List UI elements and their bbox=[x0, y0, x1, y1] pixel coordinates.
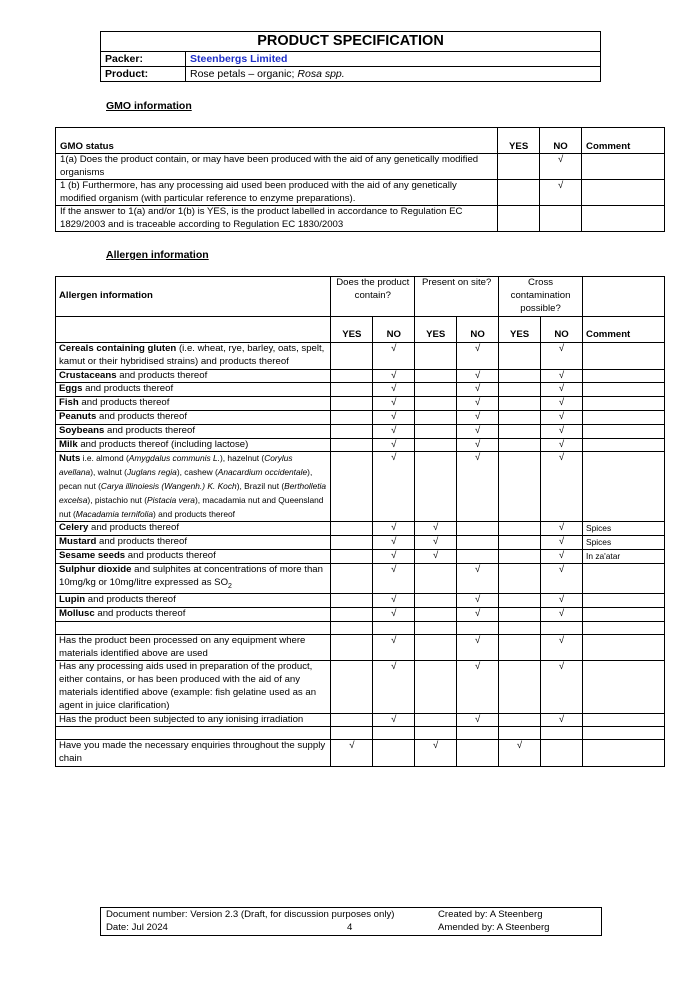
comment-cell bbox=[583, 634, 665, 661]
cross-no-cell bbox=[541, 740, 583, 767]
cross-yes-cell bbox=[499, 594, 541, 608]
contain-no-cell: √ bbox=[373, 424, 415, 438]
page-title: PRODUCT SPECIFICATION bbox=[101, 32, 601, 52]
site-yes-cell bbox=[415, 661, 457, 713]
cross-yes-cell bbox=[499, 634, 541, 661]
amended-by: Amended by: A Steenberg bbox=[438, 921, 550, 933]
allergen-label: Peanuts and products thereof bbox=[56, 410, 331, 424]
site-no-cell bbox=[457, 549, 499, 563]
contain-group-header: Does the product contain? bbox=[331, 277, 415, 317]
comment-cell bbox=[583, 452, 665, 522]
spacer-row bbox=[56, 727, 665, 740]
comment-cell bbox=[583, 713, 665, 727]
comment-cell bbox=[583, 661, 665, 713]
table-row bbox=[56, 180, 665, 206]
cross-no-cell: √ bbox=[541, 536, 583, 550]
contain-yes-header: YES bbox=[331, 317, 373, 343]
contain-yes-cell: √ bbox=[331, 740, 373, 767]
contain-yes-cell bbox=[331, 424, 373, 438]
contain-yes-cell bbox=[331, 383, 373, 397]
site-yes-cell bbox=[415, 452, 457, 522]
gmo-question: If the answer to 1(a) and/or 1(b) is YES, is the product labelled in accordance to Regulation EC 1829/2003 and is traceable according to Regulation EC 1830/2003 bbox=[56, 206, 498, 232]
allergen-row-crustaceans bbox=[56, 369, 665, 383]
site-no-cell: √ bbox=[457, 424, 499, 438]
allergen-table bbox=[55, 276, 665, 767]
question-row-equipment bbox=[56, 634, 665, 661]
site-yes-cell bbox=[415, 343, 457, 370]
cross-no-cell: √ bbox=[541, 410, 583, 424]
contain-yes-cell bbox=[331, 522, 373, 536]
comment-group-header bbox=[583, 277, 665, 317]
cross-no-cell: √ bbox=[541, 343, 583, 370]
cross-yes-cell bbox=[499, 369, 541, 383]
packer-label: Packer: bbox=[101, 52, 186, 67]
cross-no-cell: √ bbox=[541, 661, 583, 713]
contain-yes-cell bbox=[331, 410, 373, 424]
site-yes-cell bbox=[415, 369, 457, 383]
cross-yes-cell: √ bbox=[499, 740, 541, 767]
site-yes-cell: √ bbox=[415, 522, 457, 536]
cross-yes-cell bbox=[499, 438, 541, 452]
cross-yes-cell bbox=[499, 563, 541, 594]
cross-yes-cell bbox=[499, 343, 541, 370]
page-number: 4 bbox=[347, 922, 353, 933]
cross-no-cell: √ bbox=[541, 369, 583, 383]
allergen-row-fish bbox=[56, 397, 665, 411]
cross-no-cell: √ bbox=[541, 424, 583, 438]
cross-yes-cell bbox=[499, 713, 541, 727]
contain-yes-cell bbox=[331, 438, 373, 452]
cross-yes-cell bbox=[499, 397, 541, 411]
contain-yes-cell bbox=[331, 549, 373, 563]
allergen-row-sulphur bbox=[56, 563, 665, 594]
contain-no-cell: √ bbox=[373, 536, 415, 550]
site-yes-cell bbox=[415, 424, 457, 438]
site-no-cell: √ bbox=[457, 563, 499, 594]
cross-yes-cell bbox=[499, 549, 541, 563]
contain-no-cell: √ bbox=[373, 438, 415, 452]
contain-yes-cell bbox=[331, 536, 373, 550]
contain-no-cell: √ bbox=[373, 661, 415, 713]
gmo-question: 1 (b) Furthermore, has any processing aid used been produced with the aid of any genetically modified organism (with particular reference to enzyme preparations). bbox=[56, 180, 498, 206]
product-label: Product: bbox=[101, 67, 186, 82]
contain-yes-cell bbox=[331, 661, 373, 713]
allergen-label: Mustard and products thereof bbox=[56, 536, 331, 550]
allergen-row-mollusc bbox=[56, 608, 665, 622]
question-label: Has any processing aids used in preparation of the product, either contains, or has been produced with the aid of any materials identified above (example: fish gelatine used as an agent in juice clarification) bbox=[56, 661, 331, 713]
cross-yes-cell bbox=[499, 522, 541, 536]
site-yes-cell bbox=[415, 634, 457, 661]
blank-header-cell bbox=[56, 317, 331, 343]
gmo-no-header: NO bbox=[540, 128, 582, 154]
gmo-table bbox=[55, 127, 665, 232]
contain-yes-cell bbox=[331, 452, 373, 522]
site-yes-cell bbox=[415, 383, 457, 397]
site-no-cell: √ bbox=[457, 452, 499, 522]
contain-no-cell: √ bbox=[373, 369, 415, 383]
gmo-comment-cell bbox=[582, 180, 665, 206]
allergen-label: Celery and products thereof bbox=[56, 522, 331, 536]
site-yes-cell bbox=[415, 410, 457, 424]
gmo-heading: GMO information bbox=[106, 100, 192, 112]
gmo-comment-cell bbox=[582, 206, 665, 232]
comment-cell: Spices bbox=[583, 536, 665, 550]
contain-no-cell: √ bbox=[373, 343, 415, 370]
site-no-cell: √ bbox=[457, 343, 499, 370]
site-group-header: Present on site? bbox=[415, 277, 499, 317]
contain-no-cell: √ bbox=[373, 397, 415, 411]
cross-yes-cell bbox=[499, 536, 541, 550]
spacer-row bbox=[56, 621, 665, 634]
comment-cell bbox=[583, 608, 665, 622]
allergen-row-cereals bbox=[56, 343, 665, 370]
cross-yes-header: YES bbox=[499, 317, 541, 343]
cross-no-cell: √ bbox=[541, 634, 583, 661]
contain-no-cell: √ bbox=[373, 410, 415, 424]
gmo-no-cell bbox=[540, 206, 582, 232]
site-yes-cell bbox=[415, 438, 457, 452]
allergen-row-peanuts bbox=[56, 410, 665, 424]
cross-no-cell: √ bbox=[541, 713, 583, 727]
allergen-label: Nuts i.e. almond (Amygdalus communis L.), hazelnut (Corylus avellana), walnut (Juglans regia), cashew (Anacardium occidentale), pecan nut (Carya illinoiesis (Wangenh.) K. Koch), Brazil nut (Bertholletia excelsa), pistachio nut (Pistacia vera), macadamia nut and Queensland nut (Macadamia ternifolia) and products thereof bbox=[56, 452, 331, 522]
created-by: Created by: A Steenberg bbox=[438, 909, 543, 920]
question-row-enquiries bbox=[56, 740, 665, 767]
cross-yes-cell bbox=[499, 383, 541, 397]
site-no-cell: √ bbox=[457, 634, 499, 661]
cross-no-cell: √ bbox=[541, 522, 583, 536]
contain-no-cell: √ bbox=[373, 713, 415, 727]
allergen-row-mustard bbox=[56, 536, 665, 550]
site-yes-cell bbox=[415, 397, 457, 411]
comment-header: Comment bbox=[583, 317, 665, 343]
site-yes-cell bbox=[415, 608, 457, 622]
site-yes-cell: √ bbox=[415, 536, 457, 550]
gmo-yes-cell bbox=[498, 154, 540, 180]
site-yes-cell bbox=[415, 594, 457, 608]
site-no-cell: √ bbox=[457, 713, 499, 727]
packer-value: Steenbergs Limited bbox=[186, 52, 601, 67]
site-yes-header: YES bbox=[415, 317, 457, 343]
site-no-cell: √ bbox=[457, 594, 499, 608]
cross-no-cell: √ bbox=[541, 452, 583, 522]
site-yes-cell bbox=[415, 713, 457, 727]
allergen-label: Sesame seeds and products thereof bbox=[56, 549, 331, 563]
site-yes-cell: √ bbox=[415, 740, 457, 767]
contain-yes-cell bbox=[331, 397, 373, 411]
product-latin-name: Rosa spp. bbox=[297, 68, 345, 80]
contain-yes-cell bbox=[331, 563, 373, 594]
contain-no-cell: √ bbox=[373, 563, 415, 594]
contain-yes-cell bbox=[331, 634, 373, 661]
gmo-question: 1(a) Does the product contain, or may have been produced with the aid of any genetically modified organisms bbox=[56, 154, 498, 180]
allergen-row-soybeans bbox=[56, 424, 665, 438]
allergen-row-lupin bbox=[56, 594, 665, 608]
comment-cell: Spices bbox=[583, 522, 665, 536]
comment-cell bbox=[583, 594, 665, 608]
site-no-cell: √ bbox=[457, 397, 499, 411]
gmo-status-header: GMO status bbox=[56, 128, 498, 154]
table-row bbox=[56, 154, 665, 180]
contain-no-cell bbox=[373, 740, 415, 767]
site-no-cell: √ bbox=[457, 383, 499, 397]
cross-no-cell: √ bbox=[541, 397, 583, 411]
cross-yes-cell bbox=[499, 608, 541, 622]
gmo-yes-header: YES bbox=[498, 128, 540, 154]
site-no-cell: √ bbox=[457, 410, 499, 424]
comment-cell: In za'atar bbox=[583, 549, 665, 563]
contain-no-cell: √ bbox=[373, 383, 415, 397]
allergen-label: Cereals containing gluten (i.e. wheat, rye, barley, oats, spelt, kamut or their hybridised strains) and products thereof bbox=[56, 343, 331, 370]
site-no-cell: √ bbox=[457, 438, 499, 452]
cross-no-cell: √ bbox=[541, 608, 583, 622]
cross-no-cell: √ bbox=[541, 383, 583, 397]
site-no-cell bbox=[457, 522, 499, 536]
cross-no-cell: √ bbox=[541, 563, 583, 594]
allergen-label: Soybeans and products thereof bbox=[56, 424, 331, 438]
allergen-row-nuts bbox=[56, 452, 665, 522]
contain-yes-cell bbox=[331, 343, 373, 370]
gmo-no-cell: √ bbox=[540, 154, 582, 180]
site-yes-cell: √ bbox=[415, 549, 457, 563]
site-no-cell bbox=[457, 740, 499, 767]
allergen-label: Eggs and products thereof bbox=[56, 383, 331, 397]
gmo-no-cell: √ bbox=[540, 180, 582, 206]
gmo-comment-cell bbox=[582, 154, 665, 180]
comment-cell bbox=[583, 410, 665, 424]
allergen-row-eggs bbox=[56, 383, 665, 397]
comment-cell bbox=[583, 740, 665, 767]
comment-cell bbox=[583, 343, 665, 370]
comment-cell bbox=[583, 383, 665, 397]
cross-no-cell: √ bbox=[541, 549, 583, 563]
site-no-cell bbox=[457, 536, 499, 550]
question-row-processing-aids bbox=[56, 661, 665, 713]
cross-no-cell: √ bbox=[541, 594, 583, 608]
comment-cell bbox=[583, 424, 665, 438]
cross-yes-cell bbox=[499, 452, 541, 522]
allergen-label: Mollusc and products thereof bbox=[56, 608, 331, 622]
gmo-yes-cell bbox=[498, 180, 540, 206]
cross-no-header: NO bbox=[541, 317, 583, 343]
allergen-row-sesame bbox=[56, 549, 665, 563]
contain-no-cell: √ bbox=[373, 634, 415, 661]
contain-yes-cell bbox=[331, 594, 373, 608]
question-row-irradiation bbox=[56, 713, 665, 727]
table-row bbox=[56, 206, 665, 232]
doc-number: Document number: Version 2.3 (Draft, for discussion purposes only) bbox=[106, 909, 395, 920]
allergen-row-milk bbox=[56, 438, 665, 452]
contain-no-cell: √ bbox=[373, 608, 415, 622]
allergen-label: Lupin and products thereof bbox=[56, 594, 331, 608]
contain-no-cell: √ bbox=[373, 452, 415, 522]
spec-header-table bbox=[100, 31, 601, 82]
comment-cell bbox=[583, 438, 665, 452]
site-no-cell: √ bbox=[457, 369, 499, 383]
contain-no-header: NO bbox=[373, 317, 415, 343]
gmo-comment-header: Comment bbox=[582, 128, 665, 154]
contain-no-cell: √ bbox=[373, 594, 415, 608]
allergen-label: Milk and products thereof (including lactose) bbox=[56, 438, 331, 452]
contain-yes-cell bbox=[331, 608, 373, 622]
site-yes-cell bbox=[415, 563, 457, 594]
question-label: Have you made the necessary enquiries throughout the supply chain bbox=[56, 740, 331, 767]
product-name: Rose petals – organic; bbox=[190, 68, 298, 80]
allergen-info-header: Allergen information bbox=[56, 277, 331, 317]
cross-no-cell: √ bbox=[541, 438, 583, 452]
cross-group-header: Cross contamination possible? bbox=[499, 277, 583, 317]
contain-yes-cell bbox=[331, 369, 373, 383]
allergen-label: Crustaceans and products thereof bbox=[56, 369, 331, 383]
comment-cell bbox=[583, 369, 665, 383]
gmo-yes-cell bbox=[498, 206, 540, 232]
allergen-label: Sulphur dioxide and sulphites at concentrations of more than 10mg/kg or 10mg/litre expressed as $SO_2$ bbox=[56, 563, 331, 594]
question-label: Has the product been processed on any equipment where materials identified above are used bbox=[56, 634, 331, 661]
comment-cell bbox=[583, 563, 665, 594]
doc-date: Date: Jul 2024 bbox=[106, 921, 168, 933]
document-footer bbox=[100, 907, 602, 936]
cross-yes-cell bbox=[499, 410, 541, 424]
allergen-row-celery bbox=[56, 522, 665, 536]
site-no-cell: √ bbox=[457, 608, 499, 622]
contain-no-cell: √ bbox=[373, 549, 415, 563]
site-no-cell: √ bbox=[457, 661, 499, 713]
contain-yes-cell bbox=[331, 713, 373, 727]
cross-yes-cell bbox=[499, 661, 541, 713]
comment-cell bbox=[583, 397, 665, 411]
contain-no-cell: √ bbox=[373, 522, 415, 536]
allergen-heading: Allergen information bbox=[106, 249, 209, 261]
site-no-header: NO bbox=[457, 317, 499, 343]
question-label: Has the product been subjected to any ionising irradiation bbox=[56, 713, 331, 727]
cross-yes-cell bbox=[499, 424, 541, 438]
allergen-label: Fish and products thereof bbox=[56, 397, 331, 411]
product-value bbox=[186, 67, 601, 82]
